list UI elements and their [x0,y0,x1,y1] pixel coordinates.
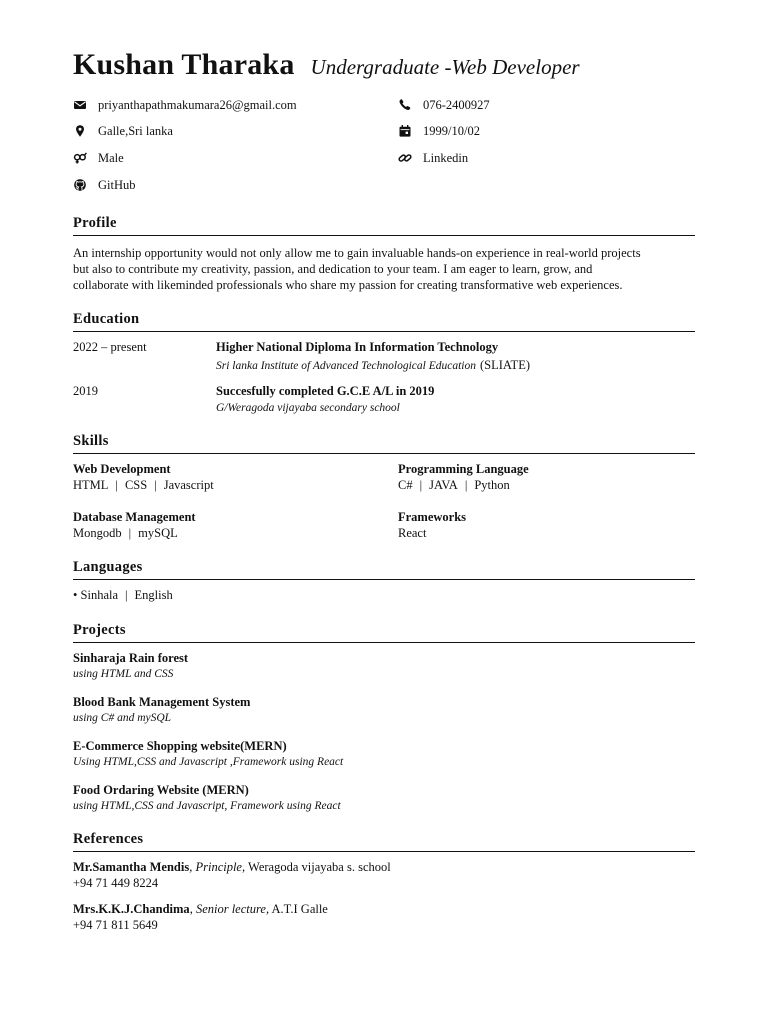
section-title: Profile [73,215,117,231]
section-title: Education [73,311,140,327]
references-section [73,829,695,942]
education-degree: Higher National Diploma In Information Technology [216,340,499,354]
project-name: Food Ordaring Website (MERN) [73,783,249,797]
reference-org: A.T.I Galle [271,902,328,916]
reference-role: Principle, [195,860,246,874]
section-title: Skills [73,433,109,449]
skill-group-name: Programming Language [398,462,529,476]
reference-phone: +94 71 811 5649 [73,918,158,932]
skill-item: HTML [73,478,109,492]
reference-line: Mr.Samantha Mendis, Principle, Weragoda vijayaba s. school [73,860,391,874]
section-title: Projects [73,622,126,638]
separator: | [115,478,118,492]
reference-org: Weragoda vijayaba s. school [248,860,391,874]
skill-group-name: Database Management [73,510,196,524]
education-date: 2019 [73,384,98,398]
skill-group [398,461,529,493]
profile-line: collaborate with likeminded professionals who share my passion for creating transformative web experiences. [73,278,623,292]
resume-header [73,48,580,82]
project-item [73,782,341,814]
reference-name: Mr.Samantha Mendis [73,860,190,874]
project-name: Blood Bank Management System [73,695,251,709]
email-text: priyanthapathmakumara26@gmail.com [98,98,297,112]
skill-group-name: Web Development [73,462,171,476]
github-link[interactable]: GitHub [98,178,136,192]
github-icon [73,179,87,191]
profile-line: An internship opportunity would not only allow me to gain invaluable hands-on experience in real-world projects [73,246,641,260]
reference-item [73,859,391,891]
phone-text: 076-2400927 [423,98,490,112]
projects-section [73,620,695,833]
skill-group [398,509,466,541]
candidate-title: Undergraduate -Web Developer [310,55,580,79]
education-date: 2022 – present [73,340,147,354]
project-item [73,650,188,682]
skill-item: JAVA [429,478,458,492]
profile-section [73,213,695,293]
education-institution-line [216,356,530,374]
link-icon [398,152,412,164]
skills-section [73,431,695,554]
skill-group-name: Frameworks [398,510,467,524]
project-desc: using HTML,CSS and Javascript, Framework using React [73,800,341,812]
languages-list [73,587,695,603]
birthday-text: 1999/10/02 [423,124,480,138]
education-list [73,332,695,422]
reference-line: Mrs.K.K.J.Chandima, Senior lecture, A.T.I Galle [73,902,328,916]
phone-icon [398,99,412,111]
contact-info [73,96,695,196]
location-pin-icon [73,125,87,137]
gender-icon [73,152,87,164]
education-section [73,309,695,422]
section-title: Languages [73,559,143,575]
reference-phone: +94 71 449 8224 [73,876,159,890]
section-title: References [73,831,144,847]
languages-section [73,557,695,603]
skill-item: Javascript [163,478,214,492]
bullet: • [73,588,78,602]
education-abbr: (SLIATE) [480,358,530,372]
skill-item: React [398,526,427,540]
project-item [73,694,250,726]
education-institution: Sri lanka Institute of Advanced Technological Education [216,360,476,372]
reference-name: Mrs.K.K.J.Chandima [73,902,190,916]
language-item: English [134,588,173,602]
skill-items [398,477,529,493]
language-item: Sinhala [80,588,119,602]
skill-item: CSS [124,478,148,492]
skill-item: mySQL [138,526,178,540]
separator: | [419,478,423,492]
profile-summary [73,245,695,293]
project-name: Sinharaja Rain forest [73,651,189,665]
separator: | [464,478,468,492]
section-divider [73,579,695,580]
project-desc: Using HTML,CSS and Javascript ,Framework using React [73,756,344,768]
reference-item [73,901,328,933]
gender-text: Male [98,151,124,165]
skill-group [73,461,214,493]
profile-line: but also to contribute my creativity, passion, and dedication to your team. I am eager to learn, grow, and [73,262,593,276]
separator: | [154,478,157,492]
projects-list [73,643,695,833]
skill-group [73,509,196,541]
envelope-icon [73,99,87,111]
skill-items [73,525,196,541]
location-text: Galle,Sri lanka [98,124,173,138]
reference-role: Senior lecture, [195,902,270,916]
project-name: E-Commerce Shopping website(MERN) [73,739,287,753]
separator: | [125,588,128,602]
project-item [73,738,343,770]
linkedin-link[interactable]: Linkedin [423,151,469,165]
skill-items [73,477,214,493]
skill-item: C# [398,478,413,492]
project-desc: using HTML and CSS [73,668,174,680]
separator: | [128,526,132,540]
references-list [73,852,695,942]
skill-items [398,525,466,541]
project-desc: using C# and mySQL [73,712,172,724]
skill-item: Mongodb [73,526,122,540]
education-institution: G/Weragoda vijayaba secondary school [216,402,400,414]
skills-grid [73,454,695,554]
candidate-name: Kushan Tharaka [73,48,295,81]
skill-item: Python [474,478,510,492]
section-divider [73,235,695,236]
education-degree: Succesfully completed G.C.E A/L in 2019 [216,384,435,398]
calendar-icon [398,125,412,137]
